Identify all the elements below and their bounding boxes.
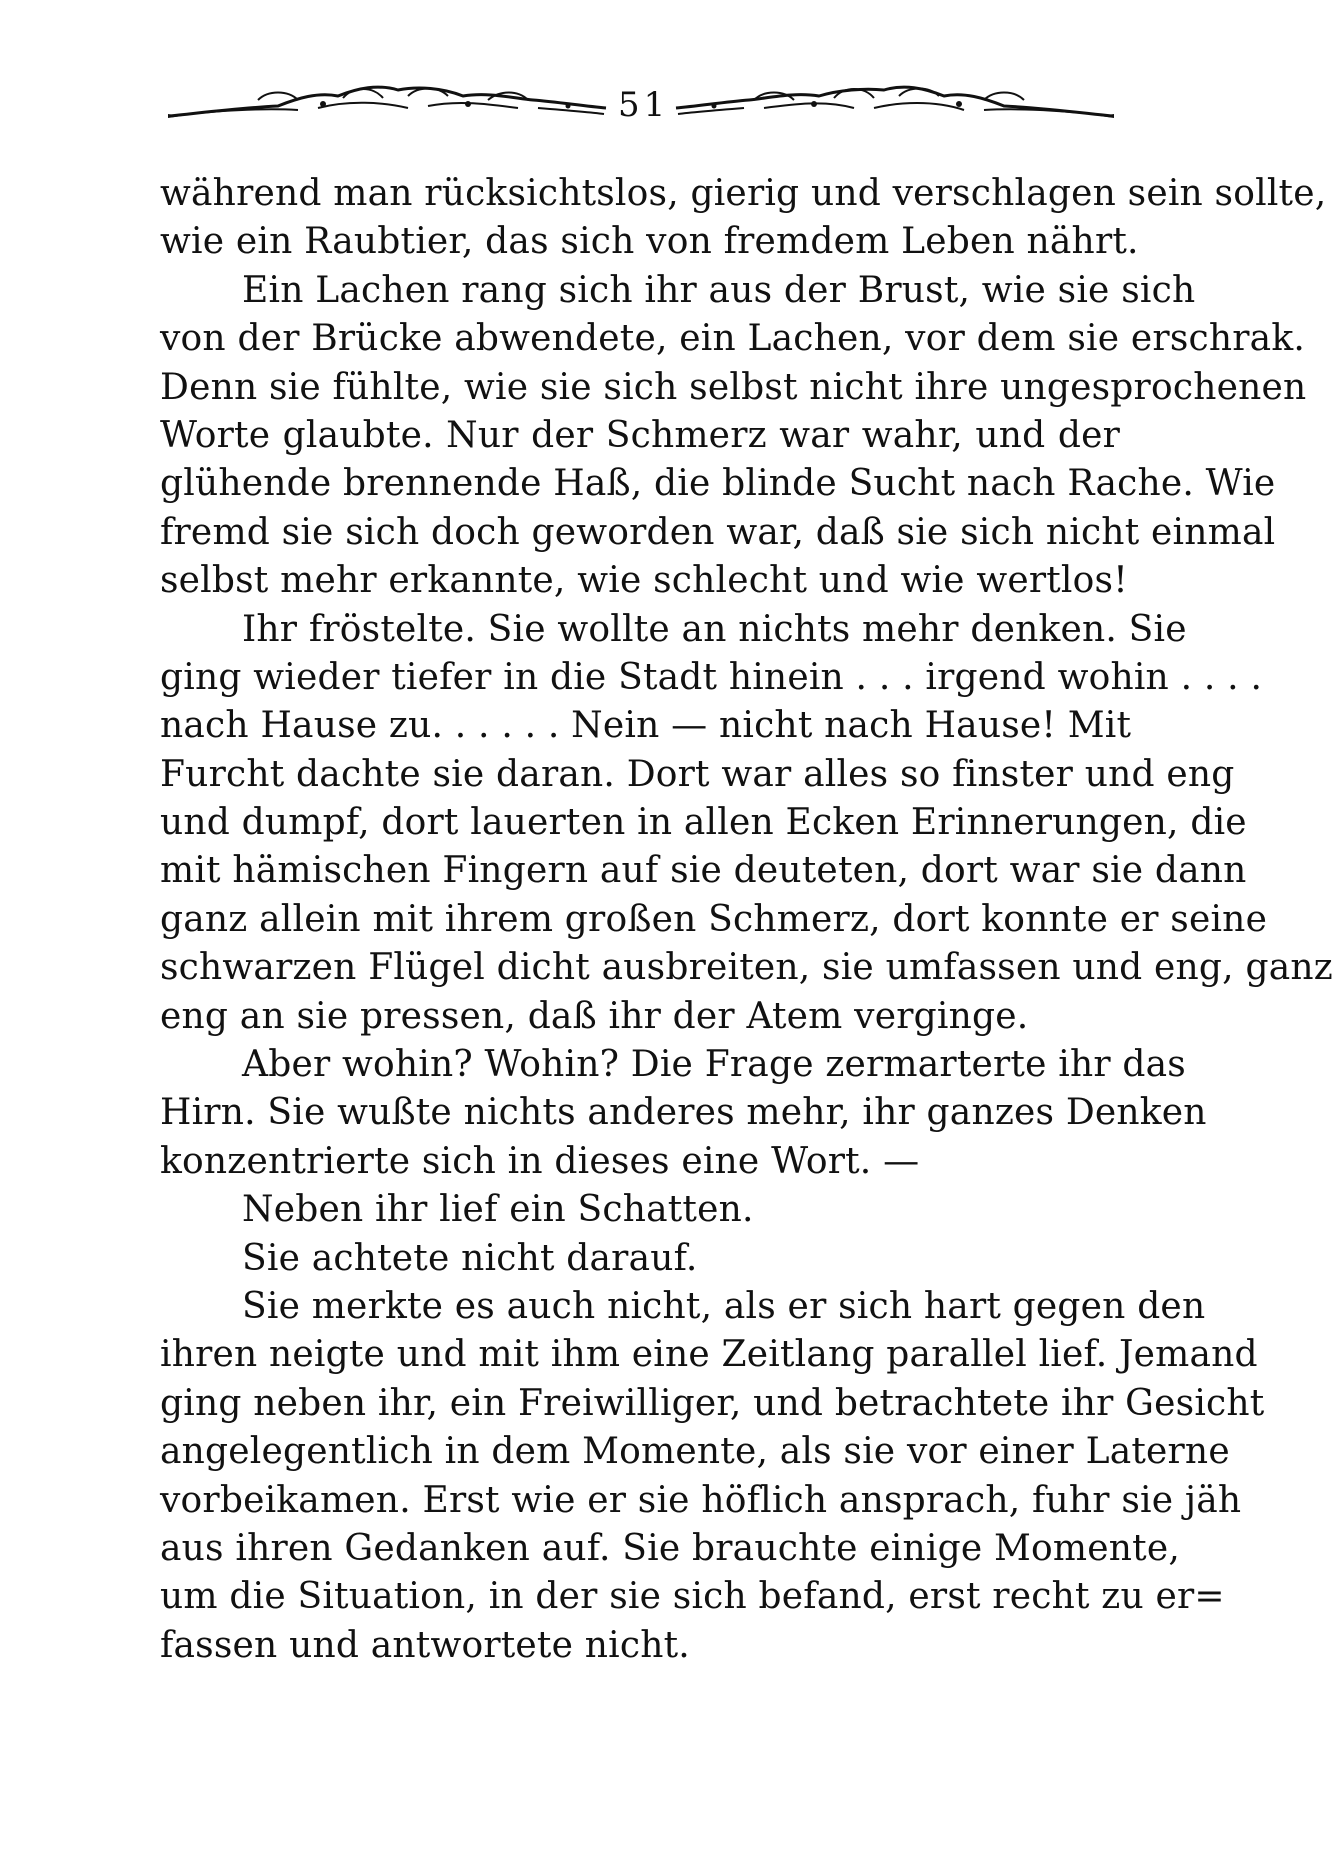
text-line: mit hämischen Fingern auf sie deuteten, dort war sie dann: [160, 850, 1247, 892]
right-ornament-icon: [674, 78, 1114, 128]
text-line: ging wieder tiefer in die Stadt hinein . . . irgend wohin . . . .: [160, 656, 1263, 698]
text-line: um die Situation, in der sie sich befand, erst recht zu er=: [160, 1576, 1225, 1618]
text-line: von der Brücke abwendete, ein Lachen, vor dem sie erschrak.: [160, 318, 1305, 360]
text-line: angelegentlich in dem Momente, als sie vor einer Laterne: [160, 1431, 1230, 1473]
text-line: Neben ihr lief ein Schatten.: [242, 1189, 754, 1231]
text-line: selbst mehr erkannte, wie schlecht und wie wertlos!: [160, 560, 1128, 602]
text-line: wie ein Raubtier, das sich von fremdem Leben nährt.: [160, 221, 1139, 263]
text-line: Ein Lachen rang sich ihr aus der Brust, wie sie sich: [242, 269, 1196, 311]
text-line: Denn sie fühlte, wie sie sich selbst nicht ihre ungesprochenen: [160, 366, 1307, 408]
text-line: fremd sie sich doch geworden war, daß sie sich nicht einmal: [160, 511, 1276, 553]
text-line: glühende brennende Haß, die blinde Sucht nach Rache. Wie: [160, 463, 1276, 505]
page-header: [168, 78, 1114, 128]
text-line: vorbeikamen. Erst wie er sie höflich ansprach, fuhr sie jäh: [160, 1479, 1242, 1521]
body-text: [160, 170, 1333, 1670]
page-number: 51: [618, 85, 670, 125]
text-line: Furcht dachte sie daran. Dort war alles so finster und eng: [160, 753, 1235, 795]
text-line: ging neben ihr, ein Freiwilliger, und betrachtete ihr Gesicht: [160, 1382, 1265, 1424]
text-line: eng an sie pressen, daß ihr der Atem verginge.: [160, 995, 1029, 1037]
text-line: fassen und antwortete nicht.: [160, 1624, 690, 1666]
left-ornament-icon: [168, 78, 608, 128]
text-line: Aber wohin? Wohin? Die Frage zermarterte ihr das: [242, 1044, 1186, 1086]
text-line: Sie merkte es auch nicht, als er sich hart gegen den: [242, 1285, 1206, 1327]
text-line: aus ihren Gedanken auf. Sie brauchte einige Momente,: [160, 1527, 1180, 1569]
text-line: während man rücksichtslos, gierig und verschlagen sein sollte,: [160, 173, 1327, 214]
text-line: Ihr fröstelte. Sie wollte an nichts mehr denken. Sie: [242, 608, 1187, 650]
text-line: und dumpf, dort lauerten in allen Ecken Erinnerungen, die: [160, 802, 1247, 844]
text-line: ihren neigte und mit ihm eine Zeitlang parallel lief. Jemand: [160, 1334, 1258, 1376]
text-line: Hirn. Sie wußte nichts anderes mehr, ihr ganzes Denken: [160, 1092, 1207, 1134]
text-line: Sie achtete nicht darauf.: [242, 1237, 698, 1279]
text-line: ganz allein mit ihrem großen Schmerz, dort konnte er seine: [160, 898, 1268, 940]
text-line: nach Hause zu. . . . . . Nein — nicht nach Hause! Mit: [160, 705, 1132, 747]
text-line: schwarzen Flügel dicht ausbreiten, sie umfassen und eng, ganz: [160, 947, 1333, 989]
text-line: konzentrierte sich in dieses eine Wort. —: [160, 1140, 920, 1182]
text-line: Worte glaubte. Nur der Schmerz war wahr, und der: [160, 414, 1120, 456]
